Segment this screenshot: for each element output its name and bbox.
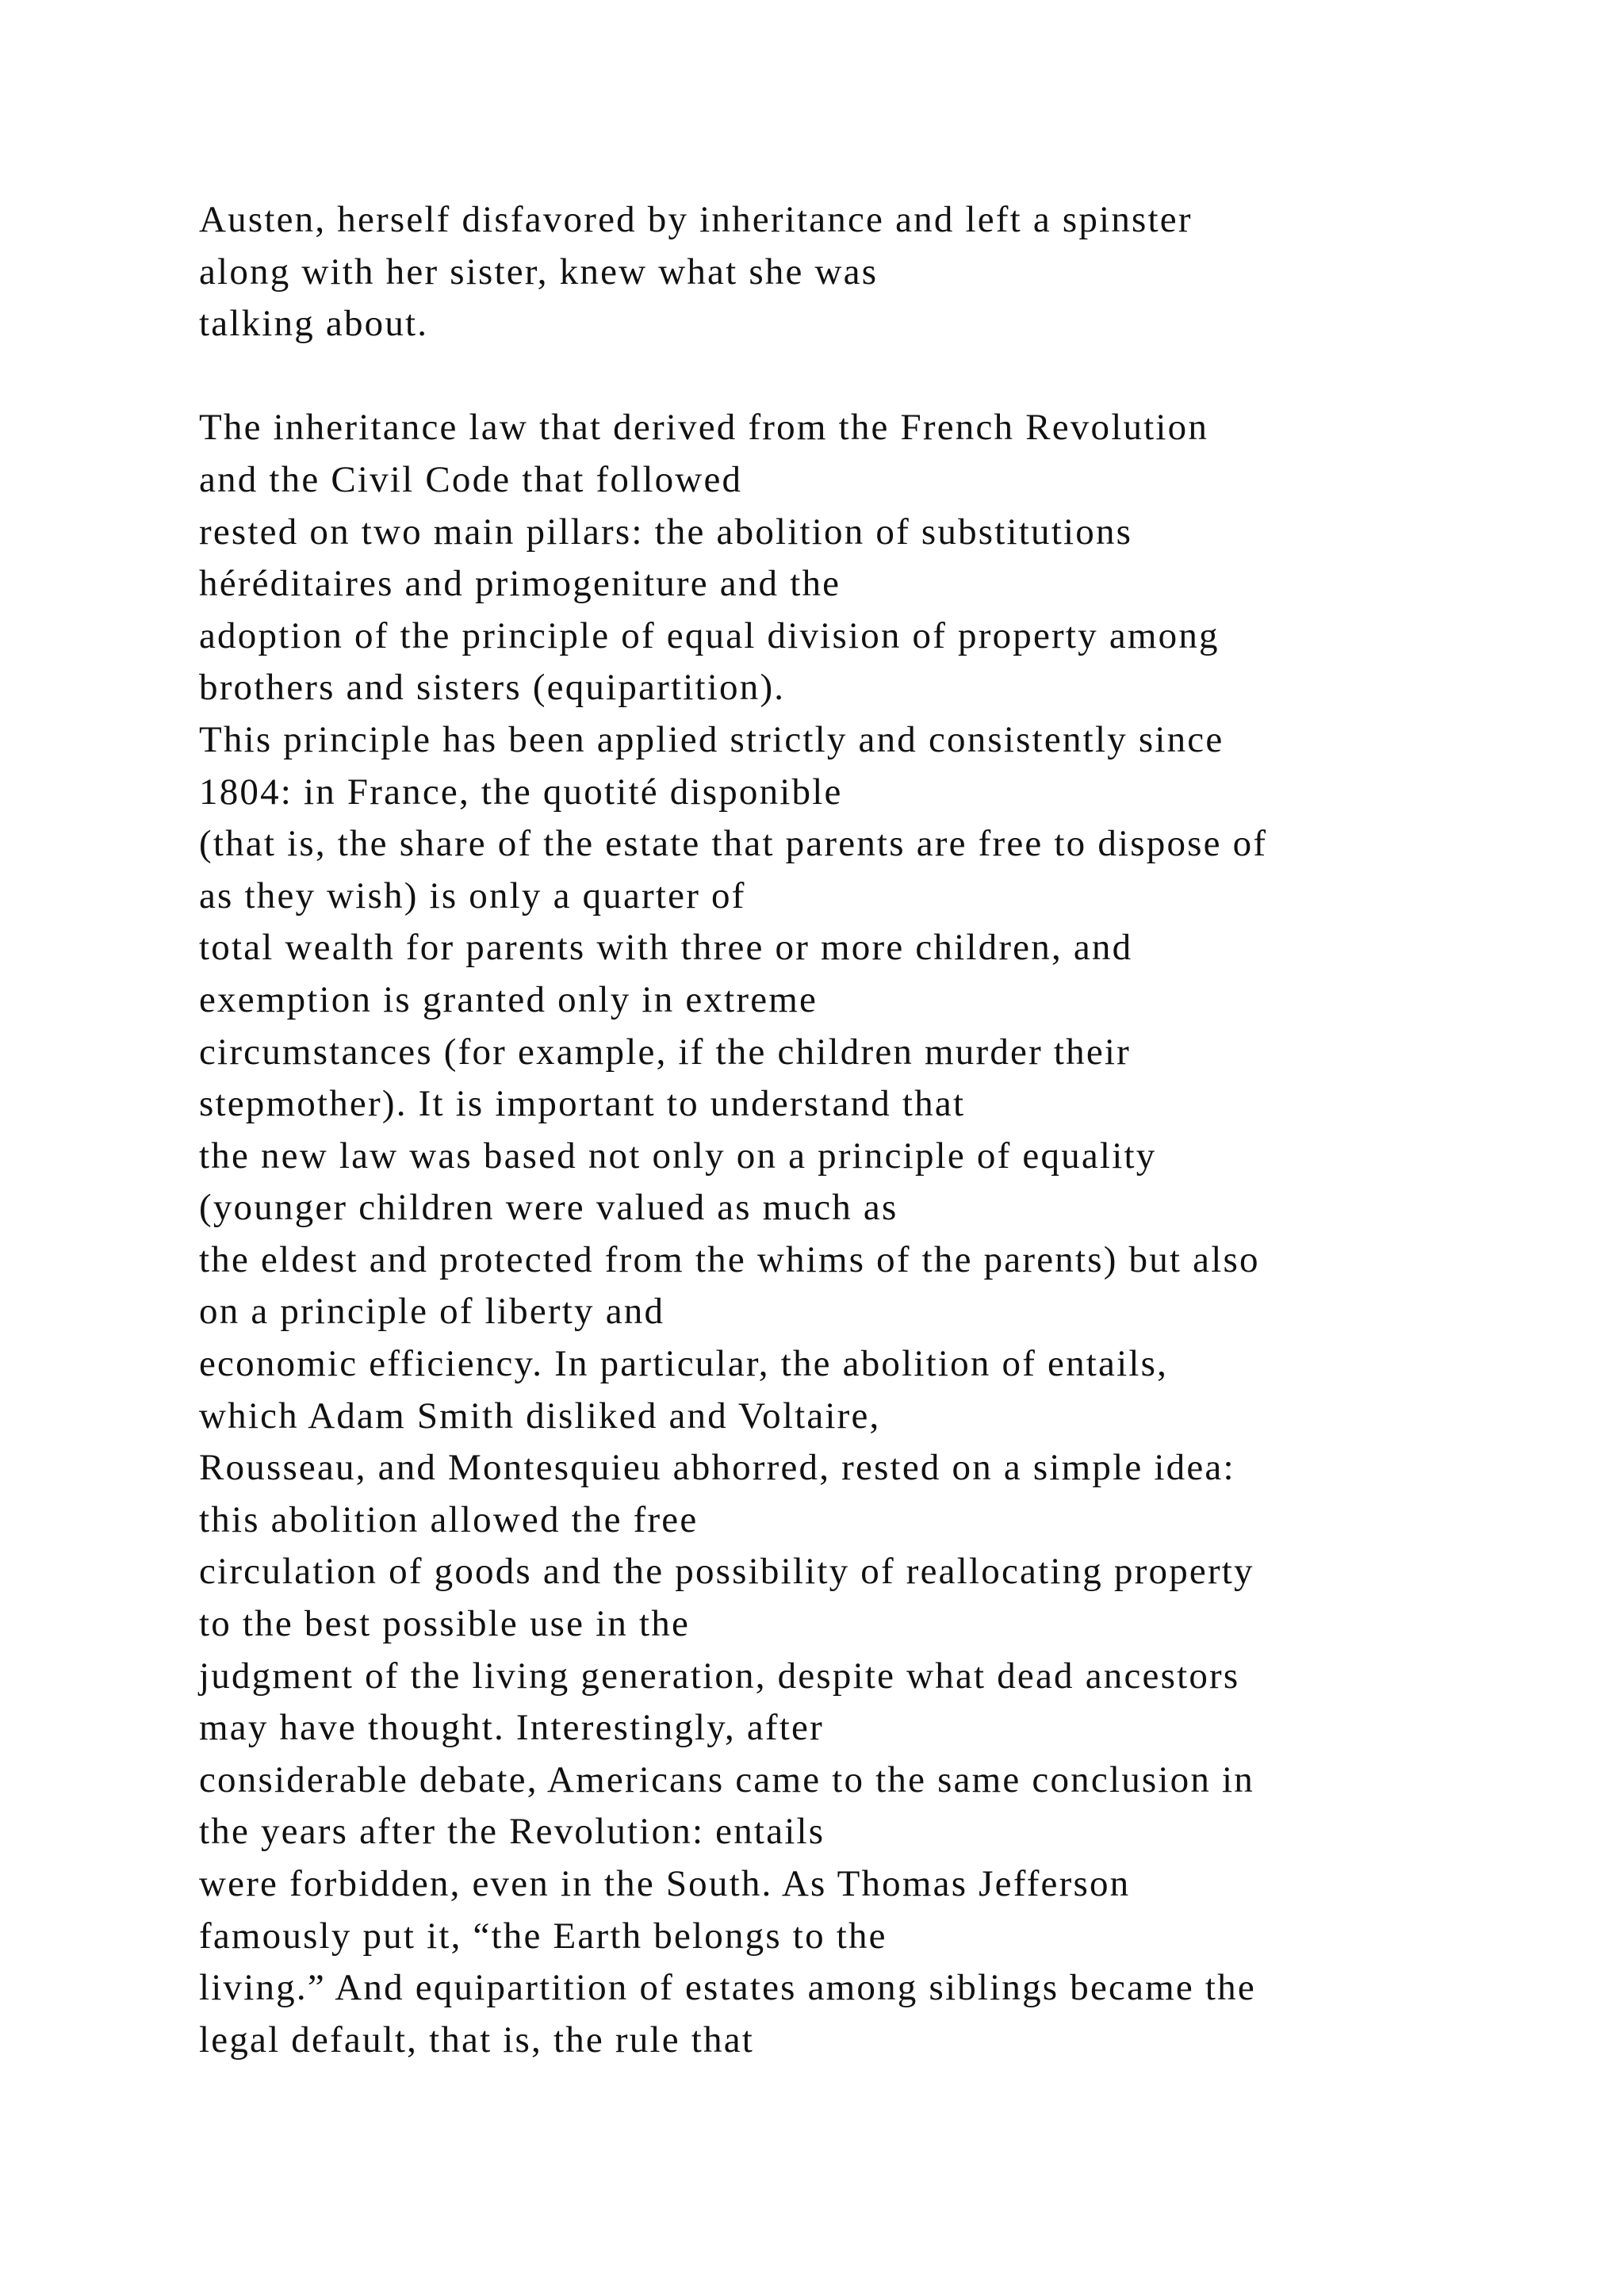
text-line: to the best possible use in the xyxy=(199,1603,691,1645)
paragraph-break xyxy=(199,350,1547,403)
text-line: brothers and sisters (equipartition). xyxy=(199,667,786,709)
text-line: circulation of goods and the possibility of reallocating property xyxy=(199,1551,1254,1593)
text-line: famously put it, “the Earth belongs to the xyxy=(199,1915,887,1957)
text-line: considerable debate, Americans came to the same conclusion in xyxy=(199,1758,1254,1800)
text-line: circumstances (for example, if the children murder their xyxy=(199,1031,1132,1073)
text-line: Rousseau, and Montesquieu abhorred, rested on a simple idea: xyxy=(199,1447,1235,1489)
text-line: and the Civil Code that followed xyxy=(199,458,743,500)
text-line: héréditaires and primogeniture and the xyxy=(199,563,841,605)
text-line: judgment of the living generation, despite what dead ancestors xyxy=(199,1655,1240,1697)
text-line: exemption is granted only in extreme xyxy=(199,978,818,1020)
text-line: as they wish) is only a quarter of xyxy=(199,874,746,916)
text-line: on a principle of liberty and xyxy=(199,1291,665,1333)
text-line: the eldest and protected from the whims of the parents) but also xyxy=(199,1238,1260,1280)
text-line: stepmother). It is important to understand that xyxy=(199,1083,966,1125)
text-line: which Adam Smith disliked and Voltaire, xyxy=(199,1395,881,1437)
text-line: were forbidden, even in the South. As Thomas Jefferson xyxy=(199,1863,1131,1904)
text-line: legal default, that is, the rule that xyxy=(199,2019,755,2061)
text-line: living.” And equipartition of estates among siblings became the xyxy=(199,1967,1256,2009)
text-line: The inheritance law that derived from the French Revolution xyxy=(199,407,1209,449)
text-line: Austen, herself disfavored by inheritance and left a spinster xyxy=(199,199,1193,240)
text-line: (younger children were valued as much as xyxy=(199,1187,898,1229)
text-line: may have thought. Interestingly, after xyxy=(199,1707,824,1749)
text-line: This principle has been applied strictly and consistently since xyxy=(199,718,1224,760)
text-line: 1804: in France, the quotité disponible xyxy=(199,771,843,813)
text-line: economic efficiency. In particular, the abolition of entails, xyxy=(199,1343,1169,1385)
text-line: rested on two main pillars: the abolition of substitutions xyxy=(199,511,1133,553)
body-text xyxy=(199,194,1547,2066)
text-line: (that is, the share of the estate that parents are free to dispose of xyxy=(199,823,1268,865)
text-line: along with her sister, knew what she was xyxy=(199,251,879,293)
text-line: total wealth for parents with three or more children, and xyxy=(199,927,1133,969)
text-line: the years after the Revolution: entails xyxy=(199,1811,825,1853)
text-line: this abolition allowed the free xyxy=(199,1498,699,1540)
text-line: talking about. xyxy=(199,303,429,345)
text-line: the new law was based not only on a principle of equality xyxy=(199,1135,1157,1177)
text-line: adoption of the principle of equal division of property among xyxy=(199,614,1220,656)
